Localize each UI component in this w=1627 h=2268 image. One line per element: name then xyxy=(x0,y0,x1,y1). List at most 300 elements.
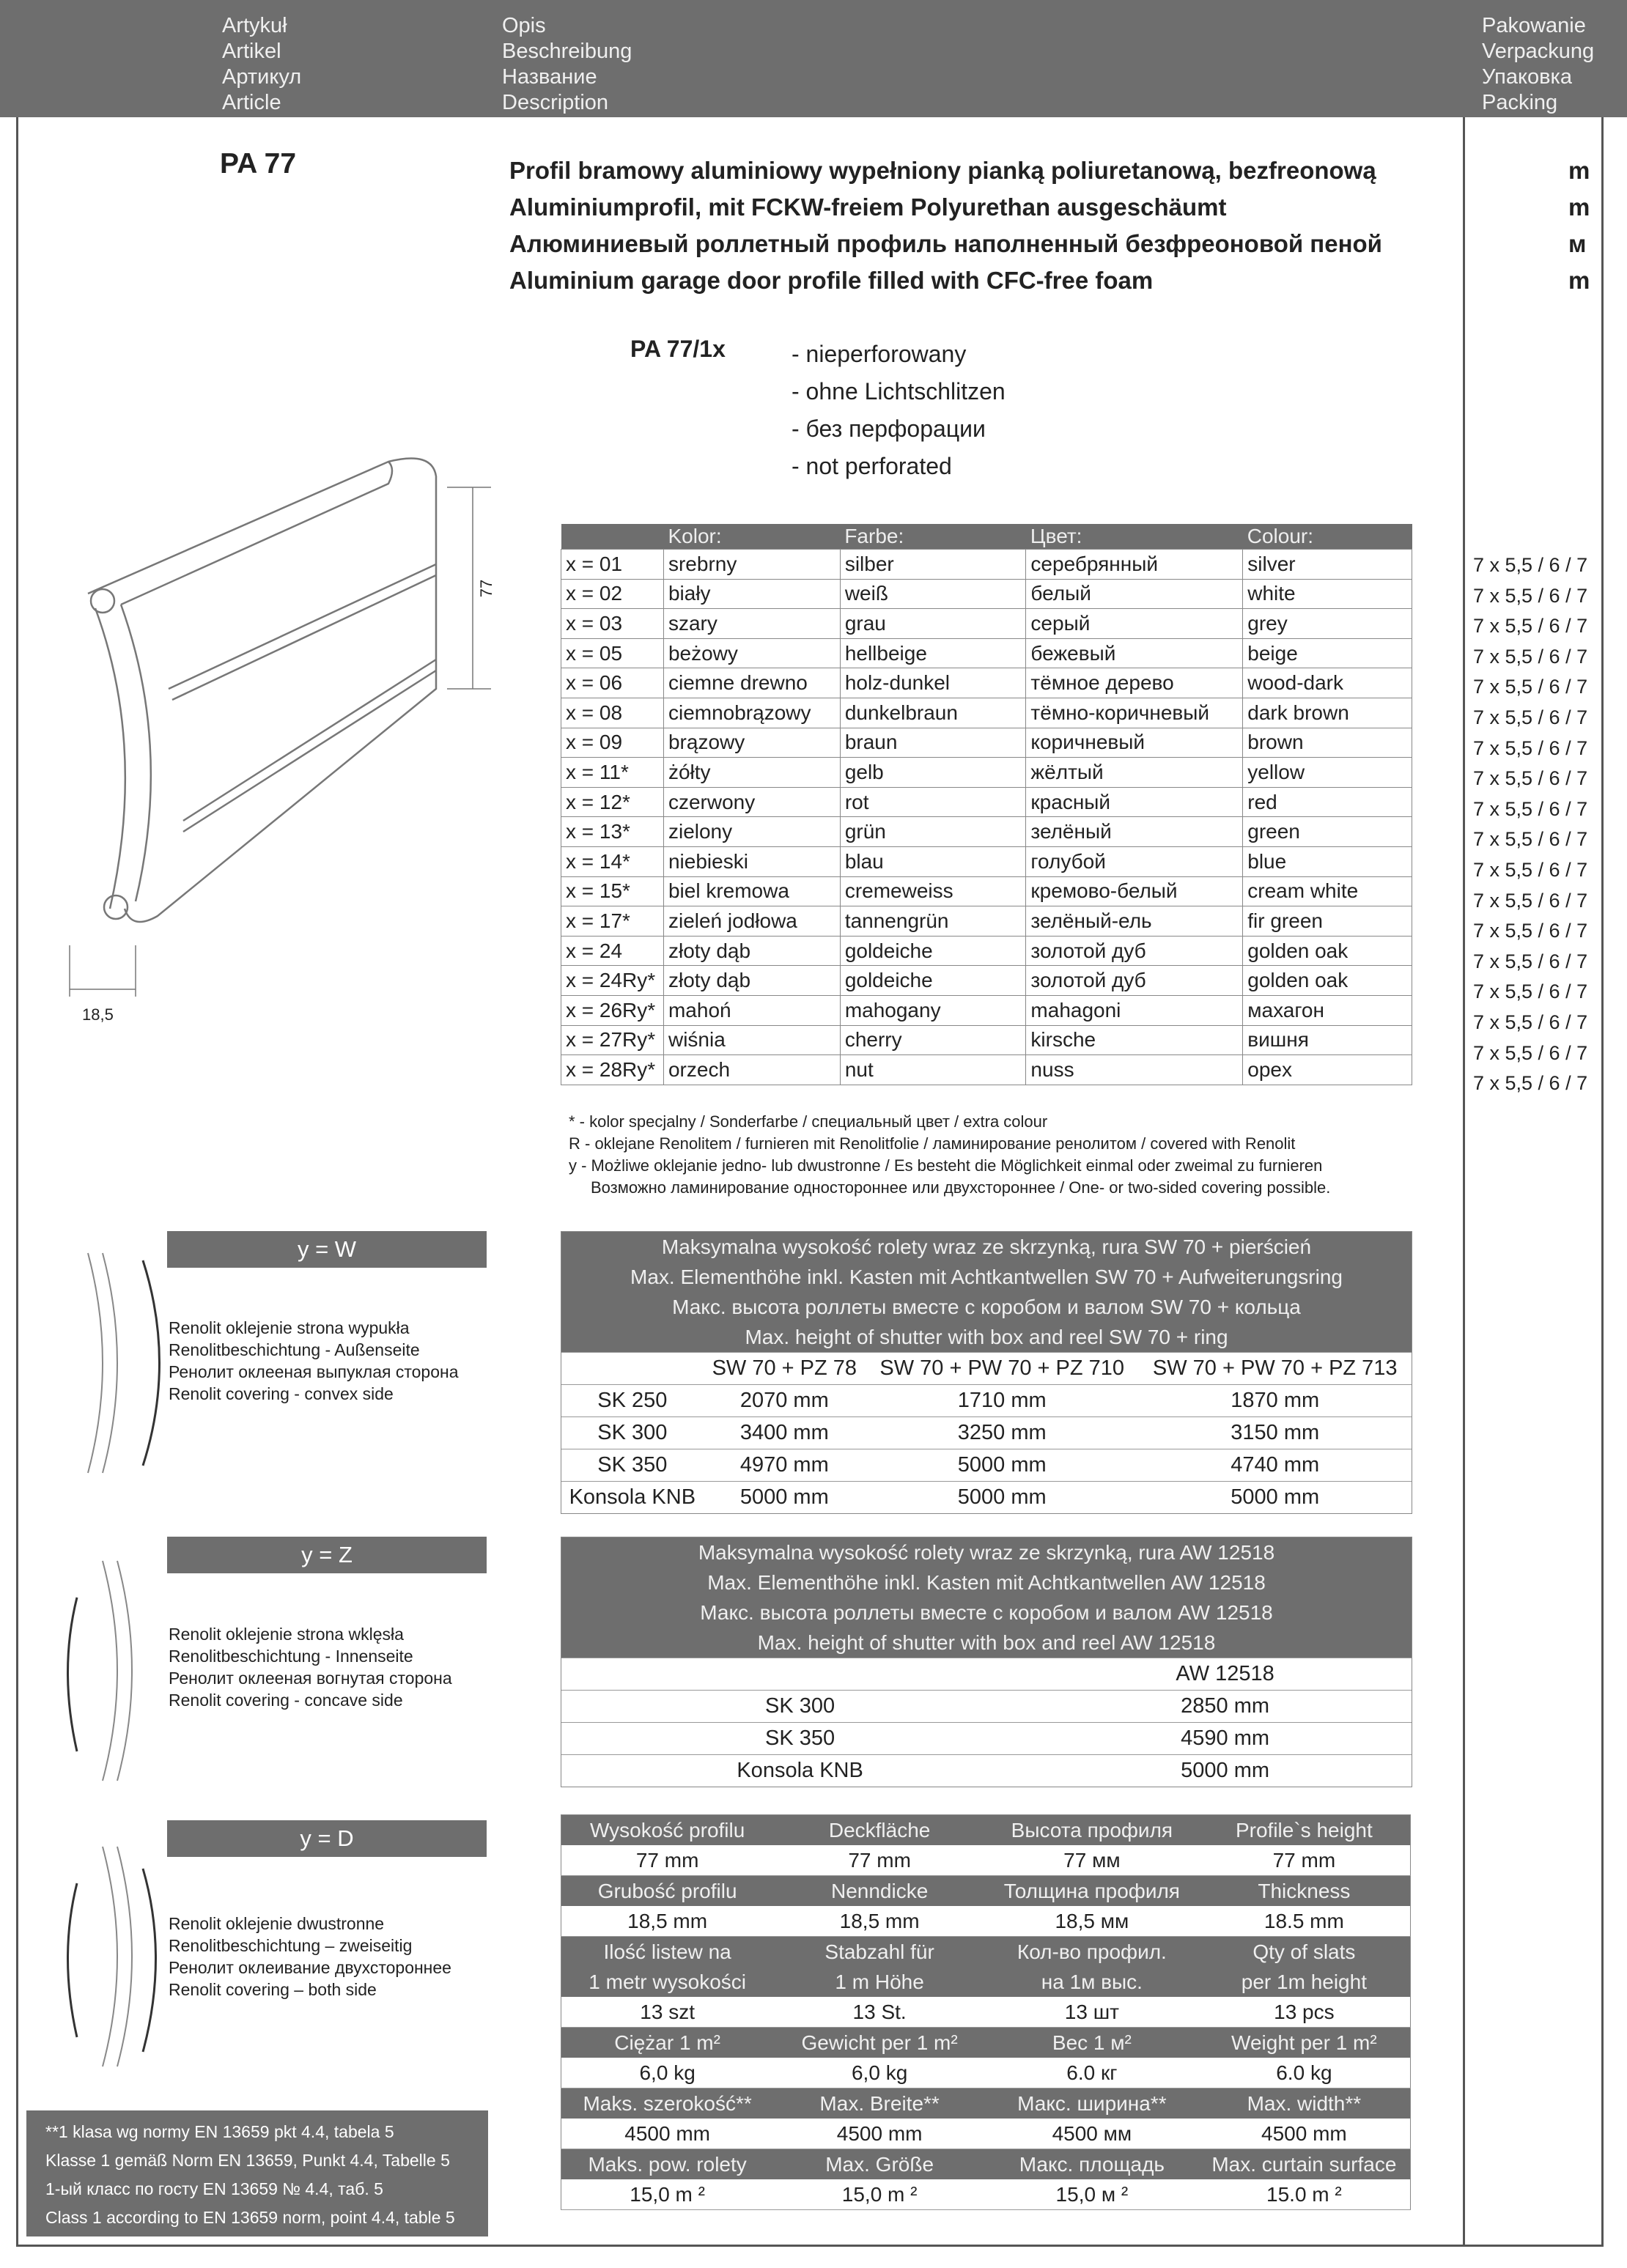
spec-label: Ilość listew na xyxy=(561,1937,774,1968)
color-cell: brown xyxy=(1243,728,1412,758)
color-cell: wiśnia xyxy=(663,1025,840,1055)
spec-value: 13 pcs xyxy=(1198,1997,1411,2028)
description-ru: Алюминиевый роллетный профиль наполненный безфреоновой пеной xyxy=(509,230,1382,257)
color-cell: x = 13* xyxy=(561,817,664,847)
note-renolit: R - oklejane Renolitem / furnieren mit Renolitfolie / ламинирование ренолитом / covered with Renolit xyxy=(569,1134,1296,1153)
aw-grid xyxy=(561,1658,1412,1787)
color-row xyxy=(561,787,1412,817)
color-cell: czerwony xyxy=(663,787,840,817)
sw70-title-pl: Maksymalna wysokość rolety wraz ze skrzynką, rura SW 70 + pierścień xyxy=(661,1235,1312,1258)
color-cell: blau xyxy=(840,846,1026,876)
spec-value-row xyxy=(561,2179,1411,2210)
color-cell: серый xyxy=(1026,609,1243,639)
y-d-line-pl: Renolit oklejenie dwustronne xyxy=(169,1914,385,1933)
color-row xyxy=(561,876,1412,906)
color-cell: белый xyxy=(1026,579,1243,609)
color-cell: grau xyxy=(840,609,1026,639)
unit-en: m xyxy=(1568,267,1590,294)
spec-label: Thickness xyxy=(1198,1876,1411,1907)
description-de: Aluminiumprofil, mit FCKW-freiem Polyurethan ausgeschäumt xyxy=(509,193,1227,221)
spec-label: Maks. pow. rolety xyxy=(561,2149,774,2180)
color-cell: szary xyxy=(663,609,840,639)
spec-value-row xyxy=(561,2119,1411,2149)
header-article-ru: Артикул xyxy=(222,65,302,89)
header-description-pl: Opis xyxy=(502,14,546,37)
color-cell: holz-dunkel xyxy=(840,668,1026,698)
color-cell: opex xyxy=(1243,1055,1412,1085)
sw70-cell: 3250 mm xyxy=(866,1417,1138,1449)
header-packing-ru: Упаковка xyxy=(1482,65,1572,89)
aw12518-height-table xyxy=(561,1537,1412,1787)
sw70-column-header xyxy=(561,1353,704,1385)
header-article-en: Article xyxy=(222,91,281,114)
color-cell: orzech xyxy=(663,1055,840,1085)
color-cell: nuss xyxy=(1026,1055,1243,1085)
header-article-de: Artikel xyxy=(222,40,281,63)
color-cell: x = 24Ry* xyxy=(561,966,664,996)
color-cell: brązowy xyxy=(663,728,840,758)
colors-table xyxy=(561,524,1412,1085)
color-cell: голубой xyxy=(1026,846,1243,876)
footnote-pl: **1 klasa wg normy EN 13659 pkt 4.4, tabela 5 xyxy=(45,2122,394,2141)
sw70-title-en: Max. height of shutter with box and reel SW 70 + ring xyxy=(745,1326,1228,1348)
width-dimension-label: 18,5 xyxy=(82,1005,114,1024)
packing-column xyxy=(1473,550,1587,1099)
color-cell: złoty dąb xyxy=(663,966,840,996)
aw-row xyxy=(561,1755,1412,1787)
color-cell: коричневый xyxy=(1026,728,1243,758)
aw-cell: 4590 mm xyxy=(1038,1723,1412,1755)
aw-cell: SK 350 xyxy=(561,1723,1038,1755)
spec-label: Maks. szerokość** xyxy=(561,2088,774,2119)
footnote-ru: 1-ый класс по госту EN 13659 № 4.4, таб. 5 xyxy=(45,2179,383,2198)
color-cell: silber xyxy=(840,550,1026,580)
spec-value: 13 шт xyxy=(986,1997,1198,2028)
spec-label-row xyxy=(561,1937,1411,1968)
sw70-row xyxy=(561,1482,1412,1514)
y-w-line-ru: Ренолит оклееная выпуклая сторона xyxy=(169,1362,459,1381)
spec-value: 77 mm xyxy=(773,1845,986,1876)
color-cell: beige xyxy=(1243,638,1412,668)
color-cell: x = 17* xyxy=(561,906,664,937)
sw70-cell: SK 300 xyxy=(561,1417,704,1449)
aw-title-ru: Макс. высота роллеты вместе с коробом и валом AW 12518 xyxy=(700,1601,1273,1624)
spec-value: 18.5 mm xyxy=(1198,1906,1411,1937)
profile-drawing xyxy=(51,440,520,1026)
colors-header-en: Colour: xyxy=(1243,524,1412,550)
color-cell: nut xyxy=(840,1055,1026,1085)
packing-column-divider xyxy=(1463,117,1465,2247)
sw70-title xyxy=(561,1232,1412,1352)
spec-label-row xyxy=(561,2149,1411,2180)
sw70-row xyxy=(561,1385,1412,1417)
sw70-column-header: SW 70 + PZ 78 xyxy=(704,1353,866,1385)
spec-value: 13 St. xyxy=(773,1997,986,2028)
color-cell: green xyxy=(1243,817,1412,847)
spec-value: 77 мм xyxy=(986,1845,1198,1876)
spec-label: Толщина профиля xyxy=(986,1876,1198,1907)
spec-label: Max. width** xyxy=(1198,2088,1411,2119)
spec-value: 13 szt xyxy=(561,1997,774,2028)
y-z-line-en: Renolit covering - concave side xyxy=(169,1691,403,1710)
spec-label: Gewicht per 1 m² xyxy=(773,2028,986,2058)
colors-header-de: Farbe: xyxy=(840,524,1026,550)
packing-value: 7 x 5,5 / 6 / 7 xyxy=(1473,1041,1588,1064)
sw70-height-table xyxy=(561,1231,1412,1514)
sw70-cell: 5000 mm xyxy=(866,1482,1138,1514)
unit-de: m xyxy=(1568,193,1590,221)
variant-line-pl: - nieperforowany xyxy=(792,341,967,367)
color-cell: cream white xyxy=(1243,876,1412,906)
aw-row xyxy=(561,1691,1412,1723)
height-dimension-label: 77 xyxy=(477,579,496,598)
color-cell: вишня xyxy=(1243,1025,1412,1055)
spec-label: Stabzahl für xyxy=(773,1937,986,1968)
color-cell: x = 24 xyxy=(561,936,664,966)
aw-title-de: Max. Elementhöhe inkl. Kasten mit Achtkantwellen AW 12518 xyxy=(707,1571,1266,1594)
aw-title-en: Max. height of shutter with box and reel AW 12518 xyxy=(757,1631,1216,1654)
spec-value: 18,5 мм xyxy=(986,1906,1198,1937)
header-description xyxy=(502,13,632,116)
spec-value: 6.0 kg xyxy=(1198,2058,1411,2088)
color-cell: zieleń jodłowa xyxy=(663,906,840,937)
aw-column-header-row xyxy=(561,1658,1412,1691)
packing-value: 7 x 5,5 / 6 / 7 xyxy=(1473,858,1588,881)
product-units xyxy=(1568,152,1590,299)
sw70-cell: 3400 mm xyxy=(704,1417,866,1449)
header-packing-de: Verpackung xyxy=(1482,40,1595,63)
footnote-de: Klasse 1 gemäß Norm EN 13659, Punkt 4.4, Tabelle 5 xyxy=(45,2151,450,2170)
color-cell: бежевый xyxy=(1026,638,1243,668)
color-cell: weiß xyxy=(840,579,1026,609)
color-cell: x = 27Ry* xyxy=(561,1025,664,1055)
spec-label-row xyxy=(561,1876,1411,1907)
packing-value: 7 x 5,5 / 6 / 7 xyxy=(1473,920,1588,942)
color-cell: x = 01 xyxy=(561,550,664,580)
color-cell: зелёный xyxy=(1026,817,1243,847)
y-d-line-en: Renolit covering – both side xyxy=(169,1980,377,1999)
spec-value: 15.0 m ² xyxy=(1198,2179,1411,2210)
color-row xyxy=(561,995,1412,1025)
y-w-line-pl: Renolit oklejenie strona wypukła xyxy=(169,1318,410,1337)
spec-value: 15,0 m ² xyxy=(561,2179,774,2210)
y-w-text xyxy=(169,1317,458,1405)
spec-value: 18,5 mm xyxy=(561,1906,774,1937)
sw70-cell: 3150 mm xyxy=(1138,1417,1412,1449)
color-cell: kirsche xyxy=(1026,1025,1243,1055)
unit-ru: м xyxy=(1568,230,1587,257)
header-bar xyxy=(0,0,1627,117)
both-sides-covering-icon xyxy=(44,1832,161,2081)
profile-specs-table xyxy=(561,1814,1411,2210)
color-cell: żółty xyxy=(663,758,840,788)
color-cell: золотой дуб xyxy=(1026,966,1243,996)
spec-label: Weight per 1 m² xyxy=(1198,2028,1411,2058)
packing-value: 7 x 5,5 / 6 / 7 xyxy=(1473,1011,1588,1033)
packing-value: 7 x 5,5 / 6 / 7 xyxy=(1473,676,1588,698)
color-cell: x = 03 xyxy=(561,609,664,639)
spec-label: Вес 1 м² xyxy=(986,2028,1198,2058)
spec-label: Deckfläche xyxy=(773,1815,986,1846)
color-row xyxy=(561,1025,1412,1055)
color-cell: mahagoni xyxy=(1026,995,1243,1025)
sw70-cell: SK 250 xyxy=(561,1385,704,1417)
color-cell: blue xyxy=(1243,846,1412,876)
color-cell: braun xyxy=(840,728,1026,758)
spec-value: 6.0 кг xyxy=(986,2058,1198,2088)
spec-label: 1 m Höhe xyxy=(773,1967,986,1997)
color-cell: silver xyxy=(1243,550,1412,580)
y-d-line-de: Renolitbeschichtung – zweiseitig xyxy=(169,1936,413,1955)
aw-column-header xyxy=(561,1658,1038,1691)
packing-value: 7 x 5,5 / 6 / 7 xyxy=(1473,980,1588,1003)
aw-cell: Konsola KNB xyxy=(561,1755,1038,1787)
y-d-text xyxy=(169,1913,451,2001)
color-notes xyxy=(569,1111,1330,1199)
color-cell: x = 05 xyxy=(561,638,664,668)
sw70-cell: 5000 mm xyxy=(704,1482,866,1514)
packing-value: 7 x 5,5 / 6 / 7 xyxy=(1473,1072,1588,1095)
color-cell: biel kremowa xyxy=(663,876,840,906)
aw-title xyxy=(561,1537,1412,1658)
sw70-cell: Konsola KNB xyxy=(561,1482,704,1514)
color-cell: тёмное дерево xyxy=(1026,668,1243,698)
color-row xyxy=(561,906,1412,937)
header-packing-en: Packing xyxy=(1482,91,1558,114)
color-row xyxy=(561,966,1412,996)
color-cell: x = 09 xyxy=(561,728,664,758)
header-description-en: Description xyxy=(502,91,609,114)
color-cell: dark brown xyxy=(1243,698,1412,728)
description-pl: Profil bramowy aluminiowy wypełniony pianką poliuretanową, bezfreonową xyxy=(509,157,1376,184)
spec-label-row xyxy=(561,1815,1411,1846)
packing-value: 7 x 5,5 / 6 / 7 xyxy=(1473,706,1588,728)
color-cell: x = 12* xyxy=(561,787,664,817)
colors-header-pl: Kolor: xyxy=(663,524,840,550)
unit-pl: m xyxy=(1568,157,1590,184)
color-cell: красный xyxy=(1026,787,1243,817)
color-cell: x = 15* xyxy=(561,876,664,906)
aw-title-pl: Maksymalna wysokość rolety wraz ze skrzynką, rura AW 12518 xyxy=(698,1541,1275,1564)
color-cell: кремово-белый xyxy=(1026,876,1243,906)
color-cell: wood-dark xyxy=(1243,668,1412,698)
color-cell: red xyxy=(1243,787,1412,817)
color-cell: srebrny xyxy=(663,550,840,580)
spec-label: Qty of slats xyxy=(1198,1937,1411,1968)
sw70-column-header: SW 70 + PW 70 + PZ 713 xyxy=(1138,1353,1412,1385)
color-cell: тёмно-коричневый xyxy=(1026,698,1243,728)
spec-label: Max. curtain surface xyxy=(1198,2149,1411,2180)
spec-value: 4500 mm xyxy=(773,2119,986,2149)
color-row xyxy=(561,846,1412,876)
spec-label: Макс. площадь xyxy=(986,2149,1198,2180)
product-description xyxy=(509,152,1382,299)
colors-header-ru: Цвет: xyxy=(1026,524,1243,550)
packing-value: 7 x 5,5 / 6 / 7 xyxy=(1473,736,1588,759)
spec-label-row-2 xyxy=(561,1967,1411,1997)
color-cell: niebieski xyxy=(663,846,840,876)
sw70-cell: 1870 mm xyxy=(1138,1385,1412,1417)
color-cell: dunkelbraun xyxy=(840,698,1026,728)
spec-value: 6,0 kg xyxy=(773,2058,986,2088)
color-row xyxy=(561,579,1412,609)
color-cell: beżowy xyxy=(663,638,840,668)
y-z-line-ru: Ренолит оклееная вогнутая сторона xyxy=(169,1669,452,1688)
note-covering-2: Возможно ламинирование одностороннее или двухстороннее / One- or two-sided covering possible. xyxy=(591,1178,1331,1197)
variant-lines xyxy=(792,336,1006,485)
spec-value-row xyxy=(561,2058,1411,2088)
spec-value: 18,5 mm xyxy=(773,1906,986,1937)
color-cell: grün xyxy=(840,817,1026,847)
spec-label-row xyxy=(561,2088,1411,2119)
spec-label: Wysokość profilu xyxy=(561,1815,774,1846)
packing-value: 7 x 5,5 / 6 / 7 xyxy=(1473,950,1588,972)
color-row xyxy=(561,698,1412,728)
spec-label: Кол-во профил. xyxy=(986,1937,1198,1968)
sw70-column-header-row xyxy=(561,1353,1412,1385)
color-cell: ciemnobrązowy xyxy=(663,698,840,728)
color-cell: grey xyxy=(1243,609,1412,639)
color-cell: золотой дуб xyxy=(1026,936,1243,966)
packing-value: 7 x 5,5 / 6 / 7 xyxy=(1473,615,1588,638)
variant-line-en: - not perforated xyxy=(792,453,952,479)
description-en: Aluminium garage door profile filled with CFC-free foam xyxy=(509,267,1154,294)
color-cell: ciemne drewno xyxy=(663,668,840,698)
color-cell: cherry xyxy=(840,1025,1026,1055)
header-packing-pl: Pakowanie xyxy=(1482,14,1586,37)
color-row xyxy=(561,1055,1412,1085)
y-z-text xyxy=(169,1623,452,1711)
color-cell: yellow xyxy=(1243,758,1412,788)
y-w-line-en: Renolit covering - convex side xyxy=(169,1384,394,1403)
color-cell: fir green xyxy=(1243,906,1412,937)
header-description-ru: Название xyxy=(502,65,597,89)
packing-value: 7 x 5,5 / 6 / 7 xyxy=(1473,554,1588,576)
color-row xyxy=(561,758,1412,788)
sw70-title-de: Max. Elementhöhe inkl. Kasten mit Achtkantwellen SW 70 + Aufweiterungsring xyxy=(630,1266,1343,1288)
header-description-de: Beschreibung xyxy=(502,40,632,63)
color-cell: x = 14* xyxy=(561,846,664,876)
color-cell: golden oak xyxy=(1243,936,1412,966)
color-cell: mahoń xyxy=(663,995,840,1025)
variant-line-de: - ohne Lichtschlitzen xyxy=(792,378,1006,405)
color-cell: gelb xyxy=(840,758,1026,788)
sw70-cell: 1710 mm xyxy=(866,1385,1138,1417)
aw-cell: SK 300 xyxy=(561,1691,1038,1723)
sw70-cell: 4970 mm xyxy=(704,1449,866,1482)
y-d-bar: y = D xyxy=(167,1820,487,1857)
spec-value-row xyxy=(561,1845,1411,1876)
color-row xyxy=(561,609,1412,639)
color-row xyxy=(561,728,1412,758)
color-row xyxy=(561,817,1412,847)
spec-label: Ciężar 1 m² xyxy=(561,2028,774,2058)
y-z-line-de: Renolitbeschichtung - Innenseite xyxy=(169,1647,413,1666)
spec-label: Max. Breite** xyxy=(773,2088,986,2119)
sw70-cell: SK 350 xyxy=(561,1449,704,1482)
spec-label: Grubość profilu xyxy=(561,1876,774,1907)
class-footnote xyxy=(26,2110,488,2236)
color-row xyxy=(561,668,1412,698)
variant-code: PA 77/1x xyxy=(630,336,726,362)
color-cell: golden oak xyxy=(1243,966,1412,996)
color-cell: goldeiche xyxy=(840,966,1026,996)
sw70-row xyxy=(561,1449,1412,1482)
note-extra-colour: * - kolor specjalny / Sonderfarbe / специальный цвет / extra colour xyxy=(569,1112,1048,1131)
product-code: PA 77 xyxy=(220,148,297,180)
header-article-pl: Artykuł xyxy=(222,14,287,37)
color-row xyxy=(561,936,1412,966)
color-cell: goldeiche xyxy=(840,936,1026,966)
sw70-cell: 5000 mm xyxy=(1138,1482,1412,1514)
sw70-cell: 2070 mm xyxy=(704,1385,866,1417)
color-row xyxy=(561,550,1412,580)
footnote-en: Class 1 according to EN 13659 norm, point 4.4, table 5 xyxy=(45,2208,455,2227)
aw-cell: 5000 mm xyxy=(1038,1755,1412,1787)
color-cell: жёлтый xyxy=(1026,758,1243,788)
spec-label: Max. Größe xyxy=(773,2149,986,2180)
header-article xyxy=(222,13,301,116)
color-cell: zielony xyxy=(663,817,840,847)
y-w-bar: y = W xyxy=(167,1231,487,1268)
spec-value: 77 mm xyxy=(1198,1845,1411,1876)
color-cell: tannengrün xyxy=(840,906,1026,937)
sw70-column-header: SW 70 + PW 70 + PZ 710 xyxy=(866,1353,1138,1385)
convex-covering-icon xyxy=(59,1238,161,1488)
color-cell: x = 26Ry* xyxy=(561,995,664,1025)
color-cell: rot xyxy=(840,787,1026,817)
aw-row xyxy=(561,1723,1412,1755)
spec-value-row xyxy=(561,1997,1411,2028)
packing-value: 7 x 5,5 / 6 / 7 xyxy=(1473,828,1588,851)
sw70-grid xyxy=(561,1352,1412,1513)
color-cell: biały xyxy=(663,579,840,609)
spec-value: 6,0 kg xyxy=(561,2058,774,2088)
aw-cell: 2850 mm xyxy=(1038,1691,1412,1723)
color-cell: złoty dąb xyxy=(663,936,840,966)
y-z-line-pl: Renolit oklejenie strona wklęsła xyxy=(169,1625,404,1644)
packing-value: 7 x 5,5 / 6 / 7 xyxy=(1473,584,1588,607)
aw-column-header: AW 12518 xyxy=(1038,1658,1412,1691)
packing-value: 7 x 5,5 / 6 / 7 xyxy=(1473,767,1588,790)
spec-value: 4500 мм xyxy=(986,2119,1198,2149)
spec-label: 1 metr wysokości xyxy=(561,1967,774,1997)
spec-label: Высота профиля xyxy=(986,1815,1198,1846)
color-cell: white xyxy=(1243,579,1412,609)
y-w-line-de: Renolitbeschichtung - Außenseite xyxy=(169,1340,420,1359)
packing-value: 7 x 5,5 / 6 / 7 xyxy=(1473,889,1588,912)
spec-value: 15,0 м ² xyxy=(986,2179,1198,2210)
sw70-cell: 4740 mm xyxy=(1138,1449,1412,1482)
concave-covering-icon xyxy=(44,1546,161,1795)
color-cell: mahogany xyxy=(840,995,1026,1025)
spec-label: на 1м выс. xyxy=(986,1967,1198,1997)
color-cell: cremeweiss xyxy=(840,876,1026,906)
color-row xyxy=(561,638,1412,668)
spec-label: Макс. ширина** xyxy=(986,2088,1198,2119)
spec-label-row xyxy=(561,2028,1411,2058)
header-packing xyxy=(1482,13,1594,116)
variant-line-ru: - без перфорации xyxy=(792,415,986,442)
spec-value-row xyxy=(561,1906,1411,1937)
color-cell: серебрянный xyxy=(1026,550,1243,580)
color-cell: зелёный-ель xyxy=(1026,906,1243,937)
color-cell: x = 06 xyxy=(561,668,664,698)
colors-header-row xyxy=(561,524,1412,550)
spec-label: per 1m height xyxy=(1198,1967,1411,1997)
sw70-title-ru: Макс. высота роллеты вместе с коробом и валом SW 70 + кольца xyxy=(672,1296,1301,1318)
color-cell: x = 08 xyxy=(561,698,664,728)
